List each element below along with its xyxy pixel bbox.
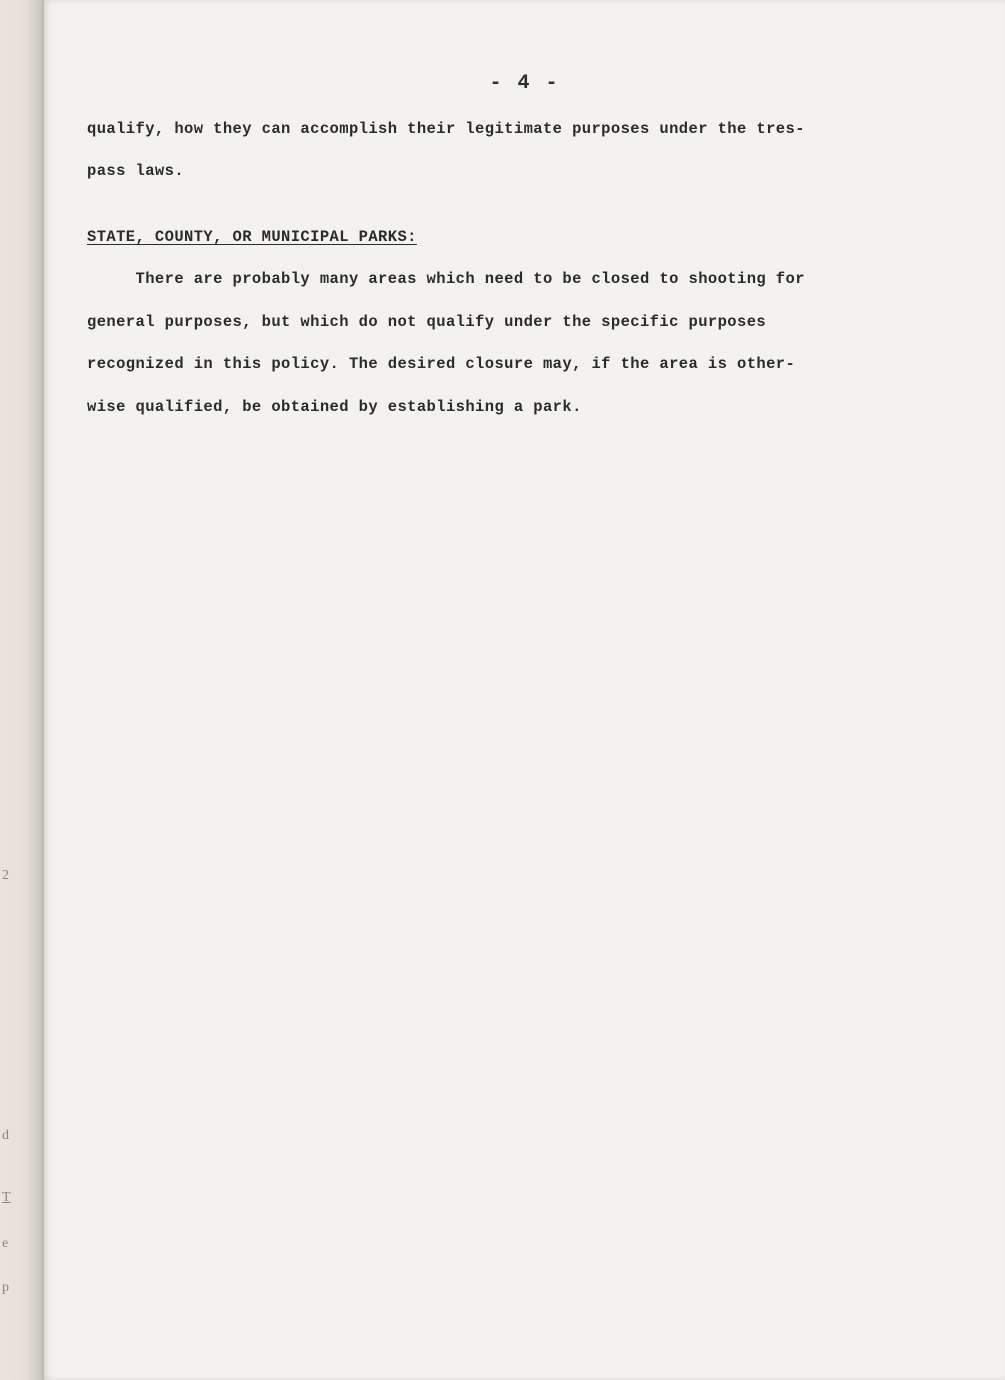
margin-fragment: e — [2, 1236, 9, 1251]
body-line: qualify, how they can accomplish their legitimate purposes under the tres- — [87, 120, 805, 138]
body-line: There are probably many areas which need to be closed to shooting for — [87, 270, 805, 288]
body-line: general purposes, but which do not qualify under the specific purposes — [87, 313, 767, 331]
margin-fragment: T — [2, 1190, 11, 1205]
body-line: recognized in this policy. The desired closure may, if the area is other- — [87, 355, 796, 373]
margin-fragment: p — [2, 1280, 9, 1295]
body-line: pass laws. — [87, 162, 185, 180]
margin-fragment: d — [2, 1128, 9, 1143]
page-number: - 4 - — [489, 72, 560, 95]
document-page — [44, 0, 1005, 1380]
adjacent-page-edge — [0, 0, 44, 1380]
section-heading: STATE, COUNTY, OR MUNICIPAL PARKS: — [87, 228, 417, 246]
margin-fragment: 2 — [2, 868, 9, 883]
body-line: wise qualified, be obtained by establishing a park. — [87, 398, 582, 416]
